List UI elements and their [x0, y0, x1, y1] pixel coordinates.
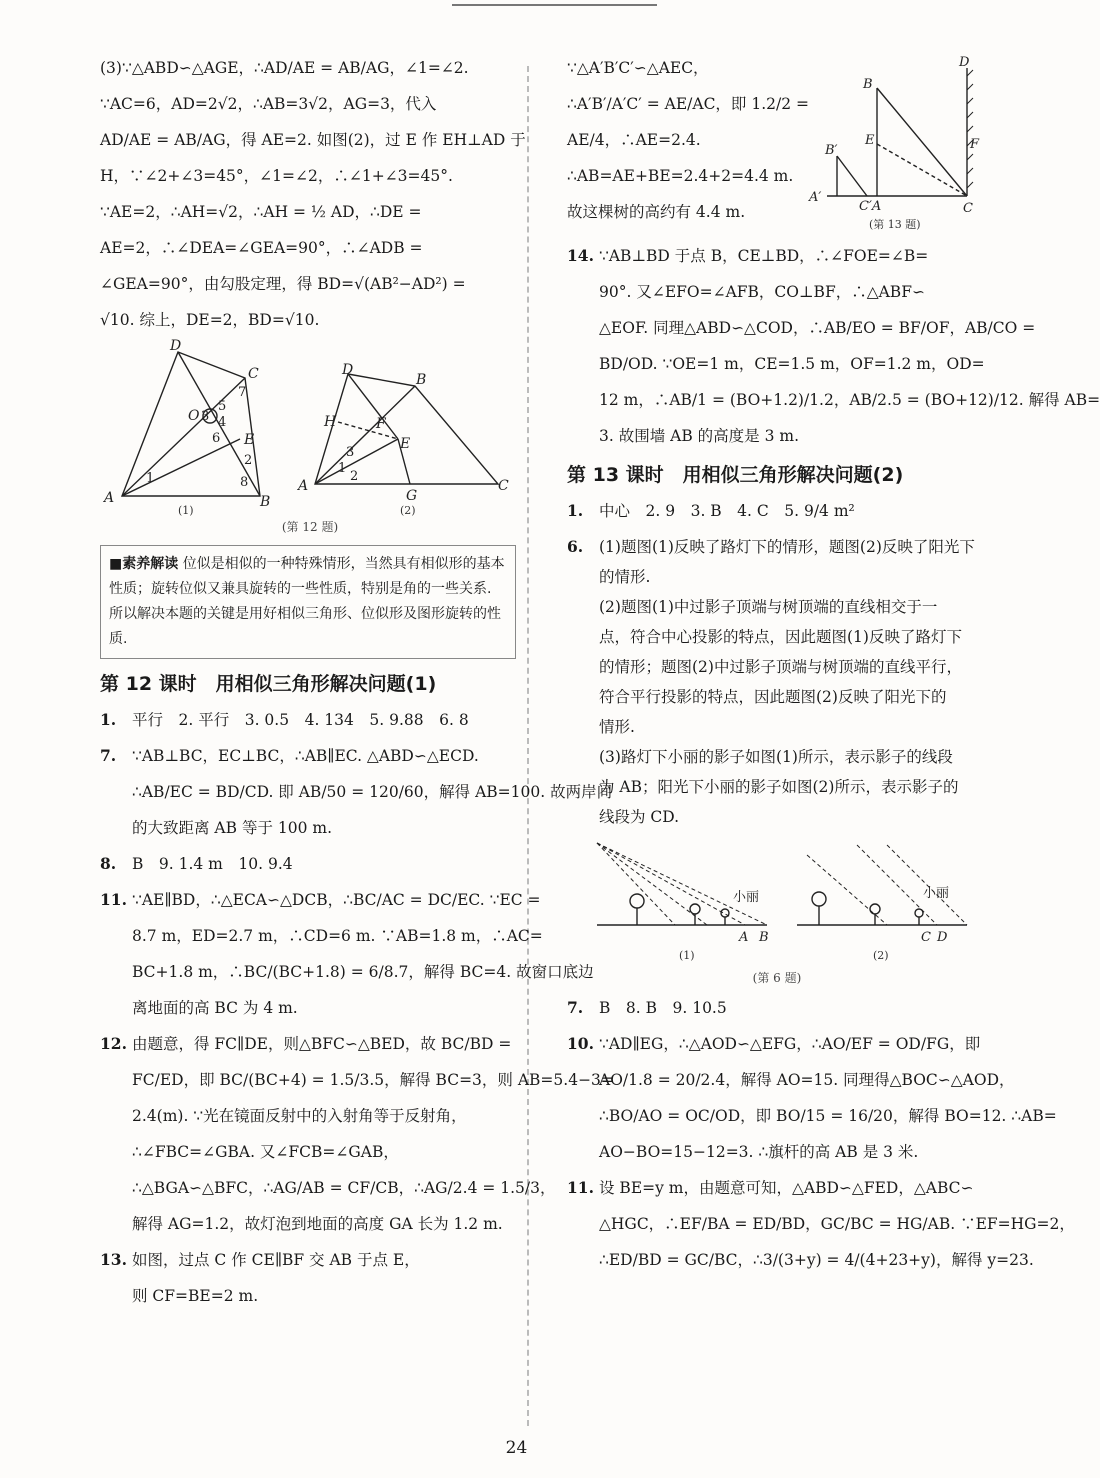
page-number: 24 [505, 1438, 528, 1458]
svg-text:O: O [188, 408, 200, 424]
item-text: 的大致距离 AB 等于 100 m. [132, 819, 333, 837]
item-text: 情形. [599, 718, 635, 736]
svg-text:B: B [863, 77, 873, 92]
figure-6 [567, 835, 987, 965]
item-text: ∵AB⊥BC，EC⊥BC，∴AB∥EC. △ABD∽△ECD. [132, 747, 479, 765]
item-text: 点，符合中心投影的特点，因此题图(1)反映了路灯下 [599, 628, 962, 646]
svg-text:8: 8 [240, 475, 249, 490]
item-text: B 9. 1.4 m 10. 9.4 [132, 855, 293, 873]
note-tag: ■素养解读 [109, 556, 179, 572]
item-num: 6. [567, 537, 584, 556]
fig12-sub2: (2) [400, 504, 416, 517]
item-num: 11. [567, 1178, 594, 1197]
item-text: 8.7 m，ED=2.7 m，∴CD=6 m. ∵AB=1.8 m，∴AC= [132, 927, 543, 945]
fig6-sub1: (1) [679, 949, 695, 962]
item-text: 2.4(m). ∵光在镜面反射中的入射角等于反射角， [132, 1107, 467, 1125]
q13-line: ∴A′B′/A′C′ = AE/AC，即 1.2/2 = [567, 95, 809, 113]
svg-text:7: 7 [238, 385, 247, 400]
top-rule [452, 4, 657, 6]
item-text: △EOF. 同理△ABD∽△COD，∴AB/EO = BF/OF，AB/CO = [599, 319, 1036, 337]
q12-line: AE=2，∴∠DEA=∠GEA=90°，∴∠ADB = [100, 239, 423, 257]
item-num: 12. [100, 1034, 127, 1053]
svg-text:D: D [342, 362, 354, 378]
item-text: 的情形. [599, 568, 651, 586]
item-text: FC/ED，即 BC/(BC+4) = 1.5/3.5，解得 BC=3，则 AB=5.4−3= [132, 1071, 614, 1089]
svg-text:D: D [937, 930, 948, 945]
svg-text:D: D [170, 338, 182, 354]
item-text: (1)题图(1)反映了路灯下的情形，题图(2)反映了阳光下 [599, 538, 975, 556]
lesson-13-heading: 第 13 课时 用相似三角形解决问题(2) [567, 464, 904, 486]
fig13-caption: (第 13 题) [869, 218, 921, 231]
svg-text:H: H [324, 414, 337, 430]
item-text: B 8. B 9. 10.5 [599, 999, 727, 1017]
svg-text:C′A: C′A [859, 199, 882, 214]
svg-text:A: A [104, 490, 115, 506]
item-num: 1. [567, 501, 584, 520]
item-text: 的情形；题图(2)中过影子顶端与树顶端的直线平行， [599, 658, 962, 676]
q14-block [567, 244, 1100, 448]
svg-text:1: 1 [338, 461, 347, 476]
fig12-sub1: (1) [178, 504, 194, 517]
item-text: 12 m，∴AB/1 = (BO+1.2)/1.2，AB/2.5 = (BO+12)/12. 解得 AB= [599, 391, 1100, 409]
q13-block [567, 56, 987, 236]
item-num: 8. [100, 854, 117, 873]
item-text: 3. 故围墙 AB 的高度是 3 m. [599, 427, 799, 445]
left-column [100, 56, 614, 1320]
item-text: 设 BE=y m，由题意可知，△ABD∽△FED，△ABC∽ [599, 1179, 974, 1197]
svg-text:C: C [498, 478, 509, 494]
item-num: 7. [100, 746, 117, 765]
figure-13 [807, 55, 980, 232]
figure-12 [100, 338, 520, 517]
svg-text:3: 3 [201, 409, 210, 424]
fig6-sub2: (2) [873, 949, 889, 962]
item-text: 为 AB；阳光下小丽的影子如图(2)所示，表示影子的 [599, 778, 959, 796]
q13-line: 故这棵树的高约有 4.4 m. [567, 203, 746, 221]
svg-text:F: F [970, 137, 980, 152]
item-text: (3)路灯下小丽的影子如图(1)所示，表示影子的线段 [599, 748, 953, 766]
svg-text:C: C [963, 201, 973, 216]
note-text: 位似是相似的一种特殊情形，当然具有相似形的基本性质；旋转位似又兼具旋转的一些性质，特别是角的一些关系. 所以解决本题的关键是用好相似三角形、位似形及图形旋转的性质. [109, 556, 505, 647]
svg-text:F: F [376, 416, 386, 432]
literacy-note [100, 545, 516, 659]
item-text: ∵AB⊥BD 于点 B，CE⊥BD，∴∠FOE=∠B= [599, 247, 929, 265]
svg-text:B: B [260, 494, 271, 510]
svg-text:E: E [865, 133, 875, 148]
q12-line: AD/AE = AB/AG，得 AE=2. 如图(2)，过 E 作 EH⊥AD 于 [100, 131, 526, 149]
item-text: 平行 2. 平行 3. 0.5 4. 134 5. 9.88 6. 8 [132, 711, 469, 729]
item-text: 90°. 又∠EFO=∠AFB，CO⊥BF，∴△ABF∽ [599, 283, 925, 301]
item-text: AO−BO=15−12=3. ∴旗杆的高 AB 是 3 米. [599, 1143, 919, 1161]
svg-text:G: G [406, 488, 418, 504]
item-text: ∴△BGA∽△BFC，∴AG/AB = CF/CB，∴AG/2.4 = 1.5/3， [132, 1179, 556, 1197]
item-num: 13. [100, 1250, 127, 1269]
item-text: ∴ED/BD = GC/BC，∴3/(3+y) = 4/(4+23+y)，解得 y=23. [599, 1251, 1034, 1269]
svg-text:E: E [244, 432, 255, 448]
item-text: BD/OD. ∵OE=1 m，CE=1.5 m，OF=1.2 m，OD= [599, 355, 985, 373]
item-text: BC+1.8 m，∴BC/(BC+1.8) = 6/8.7，解得 BC=4. 故窗口底边 [132, 963, 594, 981]
fig6-girl-label-1: 小丽 [733, 890, 760, 905]
svg-text:A: A [298, 478, 309, 494]
item-num: 7. [567, 998, 584, 1017]
item-text: 符合平行投影的特点，因此题图(2)反映了阳光下的 [599, 688, 947, 706]
fig12-caption: (第 12 题) [281, 520, 339, 534]
fig6-girl-label-2: 小丽 [923, 886, 950, 901]
column-divider [527, 66, 529, 1426]
fig6-caption: (第 6 题) [752, 971, 802, 985]
svg-text:6: 6 [212, 431, 221, 446]
q12-line: H，∵∠2+∠3=45°，∠1=∠2，∴∠1+∠3=45°. [100, 167, 453, 185]
q12-line: ∵AC=6，AD=2√2，∴AB=3√2，AG=3，代入 [100, 95, 437, 113]
svg-text:D: D [959, 55, 970, 70]
item-text: 线段为 CD. [599, 808, 680, 826]
svg-text:C: C [921, 930, 931, 945]
svg-text:2: 2 [350, 469, 359, 484]
item-text: 由题意，得 FC∥DE，则△BFC∽△BED，故 BC/BD = [132, 1035, 512, 1053]
item-num: 11. [100, 890, 127, 909]
svg-text:B: B [759, 930, 769, 945]
item-text: ∴∠FBC=∠GBA. 又∠FCB=∠GAB， [132, 1143, 399, 1161]
svg-text:2: 2 [244, 453, 253, 468]
item-num: 14. [567, 246, 594, 265]
item-text: ∴BO/AO = OC/OD，即 BO/15 = 16/20，解得 BO=12. ∴AB= [599, 1107, 1057, 1125]
item-text: ∵AE∥BD，∴△ECA∽△DCB，∴BC/AC = DC/EC. ∵EC = [132, 891, 541, 909]
svg-text:C: C [248, 366, 259, 382]
item-num: 10. [567, 1034, 594, 1053]
q13-line: AE/4，∴AE=2.4. [567, 131, 701, 149]
q12-line: (3)∵△ABD∽△AGE，∴AD/AE = AB/AG，∠1=∠2. [100, 59, 469, 77]
svg-text:1: 1 [146, 471, 155, 486]
item-text: 则 CF=BE=2 m. [132, 1287, 259, 1305]
item-text: 离地面的高 BC 为 4 m. [132, 999, 298, 1017]
q13-line: ∴AB=AE+BE=2.4+2=4.4 m. [567, 167, 794, 185]
svg-text:A: A [739, 930, 749, 945]
svg-text:A′: A′ [809, 190, 822, 205]
item-text: (2)题图(1)中过影子顶端与树顶端的直线相交于一 [599, 598, 938, 616]
item-text: 中心 2. 9 3. B 4. C 5. 9/4 m² [599, 502, 855, 520]
lesson-12-answers [100, 708, 614, 1308]
item-text: AO/1.8 = 20/2.4，解得 AO=15. 同理得△BOC∽△AOD， [599, 1071, 1015, 1089]
item-text: △HGC，∴EF/BA = ED/BD，GC/BC = HG/AB. ∵EF=HG=2， [599, 1215, 1075, 1233]
q12-line: ∠GEA=90°，由勾股定理，得 BD=√(AB²−AD²) = [100, 275, 466, 293]
svg-text:3: 3 [346, 445, 355, 460]
item-text: ∴AB/EC = BD/CD. 即 AB/50 = 120/60，解得 AB=100. 故两岸间 [132, 783, 613, 801]
lesson-13-answers-2 [567, 996, 1075, 1272]
svg-text:4: 4 [218, 415, 227, 430]
lesson-12-heading: 第 12 课时 用相似三角形解决问题(1) [100, 673, 437, 695]
svg-text:B′: B′ [825, 143, 838, 158]
item-text: 解得 AG=1.2，故灯泡到地面的高度 GA 长为 1.2 m. [132, 1215, 503, 1233]
item-text: 如图，过点 C 作 CE∥BF 交 AB 于点 E， [132, 1251, 420, 1269]
svg-text:B: B [416, 372, 427, 388]
svg-text:5: 5 [218, 399, 227, 414]
item-num: 1. [100, 710, 117, 729]
q13-line: ∵△A′B′C′∽△AEC， [567, 59, 709, 77]
item-text: ∵AD∥EG，∴△AOD∽△EFG，∴AO/EF = OD/FG，即 [599, 1035, 981, 1053]
q12-line: ∵AE=2，∴AH=√2，∴AH = ½ AD，∴DE = [100, 203, 422, 221]
lesson-13-answers [567, 499, 987, 829]
q12-line: √10. 综上，DE=2，BD=√10. [100, 311, 320, 329]
svg-text:E: E [400, 436, 411, 452]
right-column [567, 55, 1100, 1284]
